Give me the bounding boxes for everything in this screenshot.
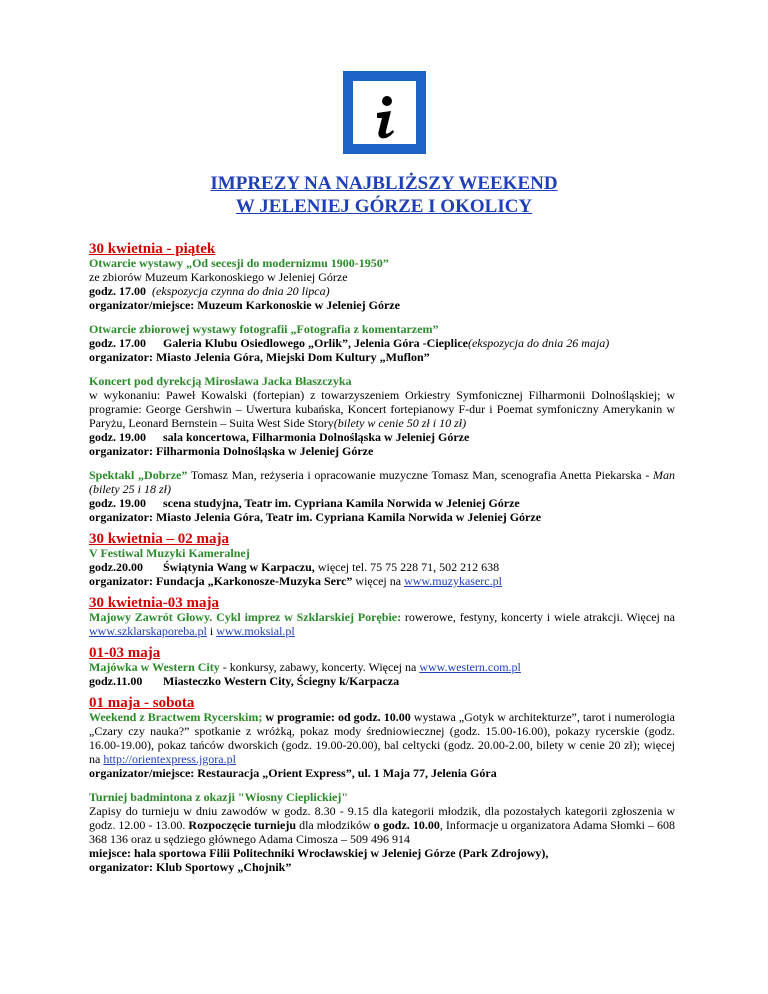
event-place: sala koncertowa, Filharmonia Dolnośląska w Jeleniej Górze xyxy=(163,430,470,444)
event-title: Majówka w Western City xyxy=(89,660,220,674)
event-place: Miasteczko Western City, Ściegny k/Karpacza xyxy=(163,674,400,688)
event-title: Spektakl „Dobrze” xyxy=(89,468,188,482)
event-organizer: organizator/miejsce: Muzeum Karkonoskie w Jeleniej Górze xyxy=(89,298,400,312)
event-organizer: organizator: Miasto Jelenia Góra, Teatr im. Cypriana Kamila Norwida w Jeleniej Górze xyxy=(89,510,542,524)
event-note: Man (bilety 25 i 18 zł) xyxy=(89,468,675,496)
event-line: ze zbiorów Muzeum Karkonoskiego w Jeleniej Górze xyxy=(89,270,348,284)
event-time: godz.11.00 xyxy=(89,674,143,688)
event-title: Weekend z Bractwem Rycerskim; xyxy=(89,710,263,724)
event-description xyxy=(89,710,675,766)
link-muzykaserc[interactable]: www.muzykaserc.pl xyxy=(404,574,502,588)
info-sign-icon xyxy=(343,71,426,154)
section-heading: 01-03 maja xyxy=(89,645,161,661)
link-western[interactable]: www.western.com.pl xyxy=(419,660,521,674)
event-description xyxy=(89,804,675,846)
event-title: Otwarcie zbiorowej wystawy fotografii „Fotografia z komentarzem” xyxy=(89,322,439,336)
event-description xyxy=(89,388,675,430)
event-desc-text: Zapisy do turnieju w dniu zawodów w godz. 8.30 - 9.15 dla kategorii młodzik, dla pozostałych kategorii zgłoszenia w godz. 12.00 - 13.00. xyxy=(89,804,675,832)
event-title: V Festiwal Muzyki Kameralnej xyxy=(89,546,250,560)
event-time-row xyxy=(89,336,675,350)
event-start-time: o godz. 10.00 xyxy=(373,818,440,832)
event-note: (ekspozycja do dnia 26 maja) xyxy=(467,336,610,350)
event-place: scena studyjna, Teatr im. Cypriana Kamila Norwida w Jeleniej Górze xyxy=(163,496,520,510)
info-sign-logo xyxy=(343,71,426,154)
event-time-row xyxy=(89,560,675,574)
section-heading: 30 kwietnia – 02 maja xyxy=(89,531,229,547)
event-time: godz. 17.00 xyxy=(89,336,146,350)
section-heading: 30 kwietnia-03 maja xyxy=(89,595,219,611)
event-organizer: organizator: Miasto Jelenia Góra, Miejski Dom Kultury „Muflon” xyxy=(89,350,430,364)
event-organizer-row xyxy=(89,574,675,588)
event-time: godz. 19.00 xyxy=(89,496,146,510)
event-desc-text: wystawa „Gotyk w architekturze”, tarot i numerologia „Czary czy nauka?” spotkanie z wróżką, pokaz mody średniowiecznej (godz. 15.00-16.00), pokazy rycerskie (godz. 16.00-19.00), pokaz tańców dworskich (godz. 19.00-20.00), bal celtycki (godz. 20.00-2.00, bilety w cenie 20 zł); więcej na xyxy=(89,710,676,766)
event-time-row xyxy=(89,284,675,298)
event-start: Rozpoczęcie turnieju xyxy=(188,818,297,832)
event-desc-text: Tomasz Man, reżyseria i opracowanie muzyczne Tomasz Man, scenografia Anetta Piekarska - xyxy=(187,468,653,482)
event-place: Świątynia Wang w Karpaczu, xyxy=(163,560,315,574)
event-time: godz.20.00 xyxy=(89,560,143,574)
event-time-row xyxy=(89,430,675,444)
event-organizer: organizator: Fundacja „Karkonosze-Muzyka Serc” xyxy=(89,574,353,588)
event-time-row xyxy=(89,674,675,688)
page-title-line-1: IMPREZY NA NAJBLIŻSZY WEEKEND xyxy=(210,173,558,194)
event-note: (bilety w cenie 50 zł i 10 zł) xyxy=(333,416,467,430)
event-organizer: organizator: Klub Sportowy „Chojnik” xyxy=(89,860,292,874)
link-szklarskaporeba[interactable]: www.szklarskaporeba.pl xyxy=(89,624,207,638)
link-orientexpress[interactable]: http://orientexpress.jgora.pl xyxy=(103,752,236,766)
event-description xyxy=(89,660,675,674)
event-time: godz. 19.00 xyxy=(89,430,146,444)
page-title-line-2: W JELENIEJ GÓRZE I OKOLICY xyxy=(235,196,533,217)
event-desc-text: , Informacje u organizatora Adama Słomki – 608 368 136 oraz u sędziego głównego Adama Cimosza – 509 496 914 xyxy=(89,818,676,846)
event-title: Majowy Zawrót Głowy. Cykl imprez w Szklarskiej Porębie: xyxy=(89,610,402,624)
events-list xyxy=(89,242,675,874)
link-moksial[interactable]: www.moksial.pl xyxy=(216,624,295,638)
event-description xyxy=(89,468,675,496)
event-title: Koncert pod dyrekcją Mirosława Jacka Błaszczyka xyxy=(89,374,352,388)
event-desc-text: dla młodzików xyxy=(296,818,374,832)
section-heading: 01 maja - sobota xyxy=(89,695,195,711)
section-heading: 30 kwietnia - piątek xyxy=(89,241,216,257)
event-organizer: organizator: Filharmonia Dolnośląska w Jeleniej Górze xyxy=(89,444,374,458)
event-time: godz. 17.00 xyxy=(89,284,146,298)
event-time-row xyxy=(89,496,675,510)
event-title: Otwarcie wystawy „Od secesji do modernizmu 1900-1950” xyxy=(89,256,389,270)
event-program: w programie: od godz. 10.00 xyxy=(262,710,411,724)
event-desc-text: w wykonaniu: Paweł Kowalski (fortepian) z towarzyszeniem Orkiestry Symfonicznej Filharmonii Dolnośląskiej; w programie: George Gershwin – Uwertura kubańska, Koncert fortepianowy F-dur i Poemat symfoniczny Amerykanin w Paryżu, Leonard Bernstein – Suita West Side Story xyxy=(89,388,675,430)
event-desc-text: - konkursy, zabawy, koncerty. Więcej na xyxy=(219,660,420,674)
more-text: więcej na xyxy=(352,574,405,588)
and-text: i xyxy=(206,624,217,638)
event-organizer: organizator/miejsce: Restauracja „Orient Express”, ul. 1 Maja 77, Jelenia Góra xyxy=(89,766,497,780)
event-description xyxy=(89,610,675,638)
event-place: Galeria Klubu Osiedlowego „Orlik”, Jelenia Góra -Cieplice xyxy=(163,336,468,350)
event-title: Turniej badmintona z okazji "Wiosny Cieplickiej" xyxy=(89,790,349,804)
event-note: (ekspozycja czynna do dnia 20 lipca) xyxy=(152,284,330,298)
event-place: miejsce: hala sportowa Filii Politechniki Wrocławskiej w Jeleniej Górze (Park Zdrojowy), xyxy=(89,846,549,860)
event-desc-text: rowerowe, festyny, koncerty i wiele atrakcji. Więcej na xyxy=(401,610,675,624)
event-contact: więcej tel. 75 75 228 71, 502 212 638 xyxy=(314,560,500,574)
